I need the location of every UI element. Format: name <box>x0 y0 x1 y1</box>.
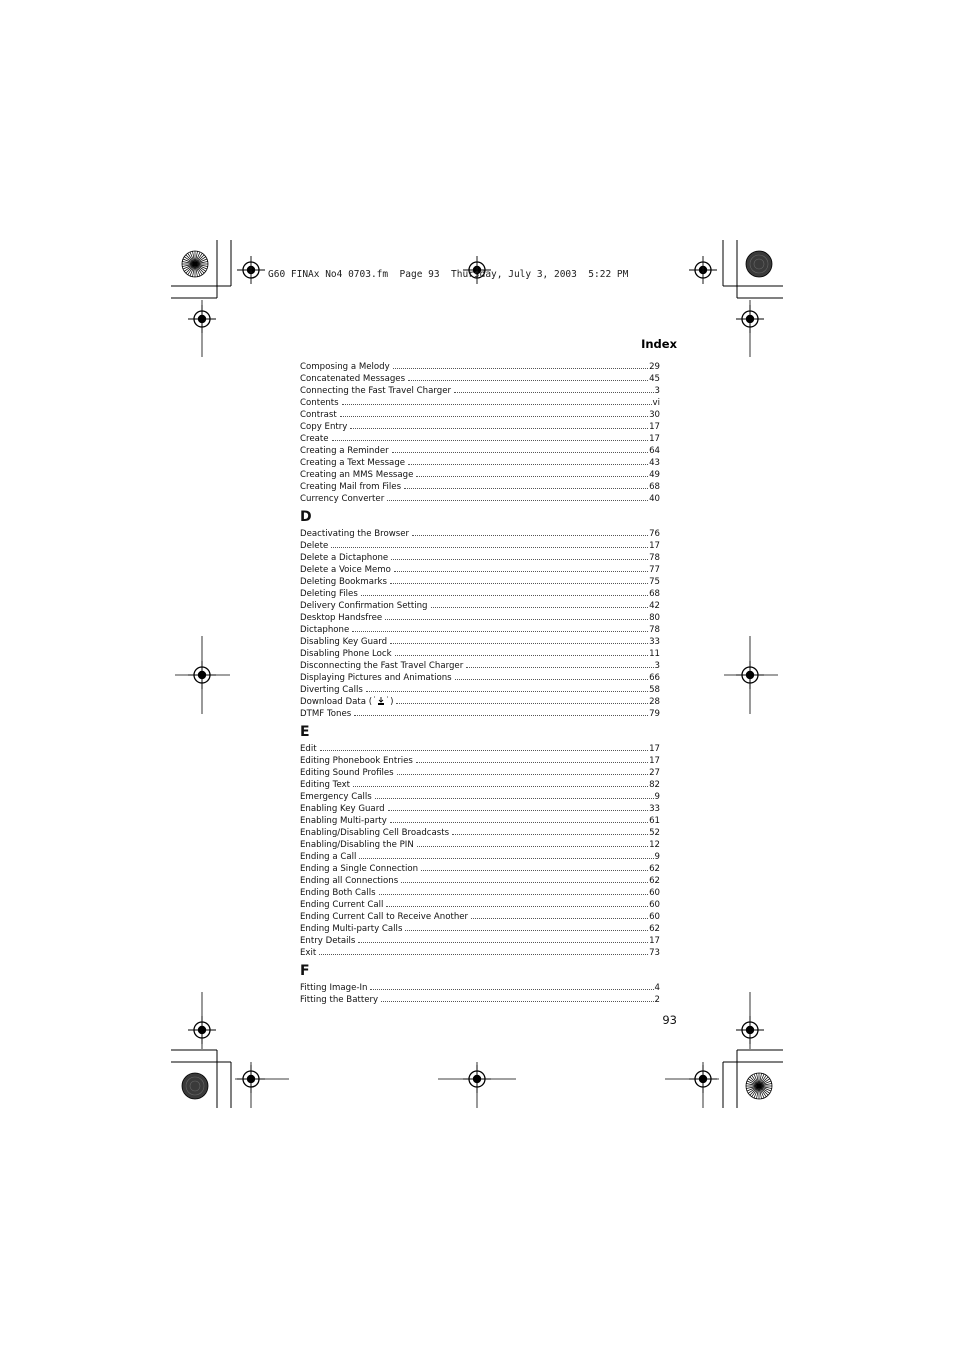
index-entry-term: Editing Text <box>300 780 351 790</box>
index-entry <box>300 444 660 456</box>
index-entry <box>300 683 660 695</box>
index-entry-term: Composing a Melody <box>300 362 390 372</box>
index-entry <box>300 372 660 384</box>
index-entry-page: 52 <box>649 828 660 838</box>
index-entry-page: 4 <box>654 983 660 993</box>
page-number: 93 <box>662 1013 677 1027</box>
index-entry-term: Entry Details <box>300 936 356 946</box>
index-entry <box>300 814 660 826</box>
dot-leader <box>431 599 649 608</box>
index-entry-term: Creating an MMS Message <box>300 470 414 480</box>
dot-leader <box>319 946 648 955</box>
index-entry-page: 42 <box>649 601 660 611</box>
index-entry <box>300 993 660 1005</box>
dot-leader <box>340 408 648 417</box>
index-entry-term: Enabling Key Guard <box>300 804 385 814</box>
index-entry-page: 78 <box>649 553 660 563</box>
index-entry <box>300 575 660 587</box>
dot-leader <box>397 766 648 775</box>
dot-leader <box>320 742 648 751</box>
index-entry-term: Deleting Files <box>300 589 358 599</box>
index-entry-term: Ending Current Call to Receive Another <box>300 912 469 922</box>
index-entry-term: Currency Converter <box>300 494 385 504</box>
index-entry <box>300 707 660 719</box>
index-entry <box>300 623 660 635</box>
index-entry-page: 28 <box>649 697 660 707</box>
index-entry-term: Creating a Reminder <box>300 446 389 456</box>
index-entry <box>300 790 660 802</box>
index-entry <box>300 611 660 623</box>
dot-leader <box>388 802 649 811</box>
index-entry-term: Exit <box>300 948 317 958</box>
dot-leader <box>386 898 648 907</box>
index-entry-term: Enabling Multi-party <box>300 816 387 826</box>
index-entry-page: 9 <box>654 852 660 862</box>
download-data-icon <box>372 696 390 706</box>
index-entry-page: 45 <box>649 374 660 384</box>
dot-leader <box>452 826 648 835</box>
index-entry <box>300 850 660 862</box>
index-entry <box>300 396 660 408</box>
page-title: Index <box>641 337 677 351</box>
index-entry-term: Diverting Calls <box>300 685 363 695</box>
index-entry-term: Deleting Bookmarks <box>300 577 387 587</box>
index-entry <box>300 766 660 778</box>
index-letter-heading: F <box>300 963 310 979</box>
index-entry-page: 17 <box>649 744 660 754</box>
index-entry <box>300 874 660 886</box>
index-entry-term: Copy Entry <box>300 422 348 432</box>
index-entry-page: 75 <box>649 577 660 587</box>
index-entry <box>300 647 660 659</box>
index-entry <box>300 659 660 671</box>
index-entry-page: 17 <box>649 422 660 432</box>
index-entry <box>300 898 660 910</box>
index-entry <box>300 862 660 874</box>
index-entry-term: Delete a Voice Memo <box>300 565 391 575</box>
index-entry-page: 33 <box>649 804 660 814</box>
index-entry-term: Enabling/Disabling Cell Broadcasts <box>300 828 450 838</box>
index-entry-page: 62 <box>649 876 660 886</box>
index-entry-term: Concatenated Messages <box>300 374 406 384</box>
index-entry-page: 60 <box>649 888 660 898</box>
dot-leader <box>352 623 648 632</box>
dot-leader <box>353 778 648 787</box>
index-entry <box>300 539 660 551</box>
index-entry-page: 64 <box>649 446 660 456</box>
dot-leader <box>390 635 648 644</box>
index-entry-term: Disabling Key Guard <box>300 637 388 647</box>
index-entry-page: 61 <box>649 816 660 826</box>
index-entry-term: Ending Both Calls <box>300 888 376 898</box>
index-entry-page: 73 <box>649 948 660 958</box>
index-entry-term: Delete a Dictaphone <box>300 553 389 563</box>
index-entry-term: Delete <box>300 541 329 551</box>
dot-leader <box>332 432 649 441</box>
index-entry-term: Connecting the Fast Travel Charger <box>300 386 452 396</box>
index-entry <box>300 981 660 993</box>
dot-leader <box>416 754 648 763</box>
dot-leader <box>396 695 648 704</box>
index-entry-term: Contents <box>300 398 339 408</box>
index-entry-page: 60 <box>649 912 660 922</box>
index-entry-term: Contrast <box>300 410 337 420</box>
dot-leader <box>354 707 648 716</box>
dot-leader <box>454 384 653 393</box>
dot-leader <box>466 659 653 668</box>
index-entry-page: 68 <box>649 482 660 492</box>
index-entry-page: 29 <box>649 362 660 372</box>
index-entry <box>300 886 660 898</box>
index-entry-page: 80 <box>649 613 660 623</box>
index-entry <box>300 910 660 922</box>
dot-leader <box>391 551 648 560</box>
index-entry-page: 12 <box>649 840 660 850</box>
index-entry-page: 3 <box>654 386 660 396</box>
index-entry <box>300 527 660 539</box>
dot-leader <box>417 838 648 847</box>
index-entry-term: Edit <box>300 744 317 754</box>
index-entry-term: Create <box>300 434 329 444</box>
dot-leader <box>471 910 648 919</box>
index-entry-page: 40 <box>649 494 660 504</box>
index-entry <box>300 946 660 958</box>
index-entry-term: Delivery Confirmation Setting <box>300 601 428 611</box>
index-entry-term: Ending a Single Connection <box>300 864 419 874</box>
index-entry-page: 62 <box>649 924 660 934</box>
index-entry-page: 77 <box>649 565 660 575</box>
index-entry-term: DTMF Tones <box>300 709 352 719</box>
dot-leader <box>404 480 648 489</box>
index-entry <box>300 551 660 563</box>
index-letter-heading: D <box>300 509 312 525</box>
dot-leader <box>395 647 649 656</box>
index-entry-term: Editing Sound Profiles <box>300 768 394 778</box>
index-entry <box>300 635 660 647</box>
index-entry <box>300 754 660 766</box>
index-entry <box>300 778 660 790</box>
index-entry <box>300 599 660 611</box>
dot-leader <box>390 575 648 584</box>
dot-leader <box>455 671 648 680</box>
index-entry <box>300 360 660 372</box>
index-entry <box>300 456 660 468</box>
index-entry-page: 60 <box>649 900 660 910</box>
index-entry-term: Creating a Text Message <box>300 458 406 468</box>
index-entry-term: Ending all Connections <box>300 876 399 886</box>
index-entry-term: Desktop Handsfree <box>300 613 383 623</box>
index-entry-page: 17 <box>649 756 660 766</box>
index-entry <box>300 742 660 754</box>
index-entry-page: 17 <box>649 936 660 946</box>
index-entry-page: 58 <box>649 685 660 695</box>
dot-leader <box>358 934 648 943</box>
dot-leader <box>350 420 648 429</box>
index-entry <box>300 826 660 838</box>
index-entry-page: 2 <box>654 995 660 1005</box>
dot-leader <box>416 468 648 477</box>
index-entry-term: Creating Mail from Files <box>300 482 402 492</box>
index-entry-page: 33 <box>649 637 660 647</box>
index-entry-term: Download Data ( ) <box>300 697 394 707</box>
index-entry-term: Disconnecting the Fast Travel Charger <box>300 661 464 671</box>
index-entry <box>300 671 660 683</box>
dot-leader <box>385 611 648 620</box>
dot-leader <box>408 456 648 465</box>
index-entry-term: Ending Current Call <box>300 900 384 910</box>
index-entry-term: Fitting Image-In <box>300 983 368 993</box>
dot-leader <box>408 372 648 381</box>
index-entry-term: Enabling/Disabling the PIN <box>300 840 414 850</box>
index-entry <box>300 695 660 707</box>
dot-leader <box>342 396 652 405</box>
index-entry-page: 82 <box>649 780 660 790</box>
dot-leader <box>412 527 648 536</box>
index-entry-page: 3 <box>654 661 660 671</box>
dot-leader <box>359 850 653 859</box>
index-entry <box>300 468 660 480</box>
index-entry-term: Ending Multi-party Calls <box>300 924 403 934</box>
index-entry <box>300 384 660 396</box>
dot-leader <box>375 790 654 799</box>
index-entry-term: Editing Phonebook Entries <box>300 756 413 766</box>
index-entry-page: 66 <box>649 673 660 683</box>
index-entry-page: 9 <box>654 792 660 802</box>
dot-leader <box>421 862 648 871</box>
index-entry-term: Disabling Phone Lock <box>300 649 392 659</box>
index-entry-page: 79 <box>649 709 660 719</box>
index-entry <box>300 934 660 946</box>
index-entry-term: Ending a Call <box>300 852 357 862</box>
dot-leader <box>381 993 653 1002</box>
index-entry-page: 49 <box>649 470 660 480</box>
print-slug-header: G60 FINAx No4 0703.fm Page 93 Thursday, July 3, 2003 5:22 PM <box>268 269 629 280</box>
index-entry-term: Dictaphone <box>300 625 350 635</box>
index-letter-heading: E <box>300 724 310 740</box>
index-entry-page: 62 <box>649 864 660 874</box>
dot-leader <box>387 492 648 501</box>
index-entry <box>300 408 660 420</box>
index-entry-page: 27 <box>649 768 660 778</box>
index-entry <box>300 420 660 432</box>
index-entry <box>300 838 660 850</box>
index-entry-page: 43 <box>649 458 660 468</box>
dot-leader <box>401 874 648 883</box>
index-entry-term: Fitting the Battery <box>300 995 379 1005</box>
index-entry <box>300 492 660 504</box>
dot-leader <box>393 360 648 369</box>
index-entry <box>300 587 660 599</box>
index-entry-page: 11 <box>649 649 660 659</box>
dot-leader <box>394 563 648 572</box>
dot-leader <box>370 981 653 990</box>
dot-leader <box>392 444 648 453</box>
index-entry-page: vi <box>652 398 660 408</box>
dot-leader <box>366 683 648 692</box>
index-entry-page: 76 <box>649 529 660 539</box>
index-entry <box>300 802 660 814</box>
dot-leader <box>361 587 648 596</box>
index-entry-page: 17 <box>649 434 660 444</box>
index-entry-page: 68 <box>649 589 660 599</box>
dot-leader <box>379 886 648 895</box>
index-entry <box>300 922 660 934</box>
index-entry-term: Emergency Calls <box>300 792 372 802</box>
index-entry <box>300 432 660 444</box>
index-entry-page: 30 <box>649 410 660 420</box>
index-entry-page: 78 <box>649 625 660 635</box>
dot-leader <box>331 539 648 548</box>
dot-leader <box>405 922 648 931</box>
dot-leader <box>390 814 648 823</box>
index-entry-term: Deactivating the Browser <box>300 529 410 539</box>
index-list <box>300 360 660 1005</box>
index-entry <box>300 480 660 492</box>
index-entry-page: 17 <box>649 541 660 551</box>
index-entry <box>300 563 660 575</box>
index-entry-term: Displaying Pictures and Animations <box>300 673 452 683</box>
